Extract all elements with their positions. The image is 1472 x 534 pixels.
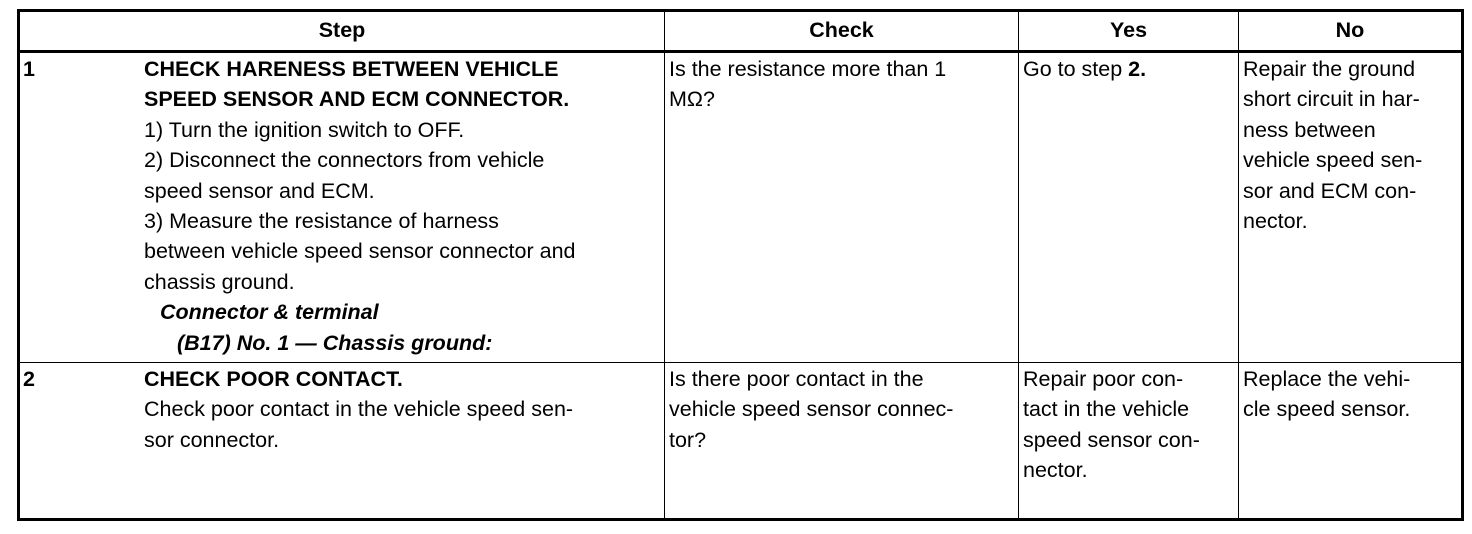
no-line: Replace the vehi- (1243, 367, 1411, 391)
no-line: Repair the ground (1243, 57, 1416, 81)
no-line: ness between (1243, 117, 1376, 142)
header-row (19, 11, 1463, 52)
no-line: sor and ECM con- (1243, 178, 1417, 203)
yes-cell (1019, 363, 1239, 520)
table-row (19, 363, 1463, 520)
step-instruction: sor connector. (144, 427, 280, 452)
step-instruction: between vehicle speed sensor connector and (144, 239, 576, 264)
yes-cell (1019, 52, 1239, 363)
no-line: short circuit in har- (1243, 87, 1420, 112)
yes-text: Go to step (1023, 57, 1129, 81)
step-instruction: 2) Disconnect the connectors from vehicle (144, 148, 545, 173)
header-step: Step (19, 11, 665, 52)
header-yes: Yes (1019, 11, 1239, 52)
step-cell (19, 52, 665, 363)
step-instruction: 3) Measure the resistance of harness (144, 209, 499, 234)
no-line: nector. (1243, 209, 1308, 234)
yes-line: speed sensor con- (1023, 427, 1200, 452)
no-line: vehicle speed sen- (1243, 148, 1423, 173)
check-line: MΩ? (669, 87, 715, 112)
step-body (144, 54, 660, 358)
connector-value: (B17) No. 1 — Chassis ground: (177, 330, 493, 355)
step-instruction: speed sensor and ECM. (144, 178, 375, 203)
connector-label: Connector & terminal (160, 300, 379, 325)
diagnostic-table (17, 9, 1464, 521)
check-cell (665, 363, 1019, 520)
step-title-line: CHECK HARENESS BETWEEN VEHICLE (144, 57, 559, 81)
check-line: Is the resistance more than 1 (669, 57, 947, 81)
step-instruction: Check poor contact in the vehicle speed sen- (144, 397, 574, 422)
step-number: 1 (23, 57, 35, 81)
check-line: Is there poor contact in the (669, 367, 924, 391)
yes-line: nector. (1023, 458, 1088, 483)
step-instruction: 1) Turn the ignition switch to OFF. (144, 117, 465, 142)
yes-line: tact in the vehicle (1023, 397, 1190, 422)
step-body (144, 364, 660, 455)
check-line: tor? (669, 427, 707, 452)
no-line: cle speed sensor. (1243, 397, 1411, 422)
step-title-line: CHECK POOR CONTACT. (144, 367, 403, 391)
step-number: 2 (23, 367, 35, 391)
check-cell (665, 52, 1019, 363)
yes-step-ref: 2. (1128, 57, 1147, 81)
no-cell (1239, 52, 1463, 363)
step-cell (19, 363, 665, 520)
no-cell (1239, 363, 1463, 520)
check-line: vehicle speed sensor connec- (669, 397, 954, 422)
table-row (19, 52, 1463, 363)
yes-line: Repair poor con- (1023, 367, 1184, 391)
header-check: Check (665, 11, 1019, 52)
header-no: No (1239, 11, 1463, 52)
step-title-line: SPEED SENSOR AND ECM CONNECTOR. (144, 87, 570, 112)
step-instruction: chassis ground. (144, 269, 295, 294)
